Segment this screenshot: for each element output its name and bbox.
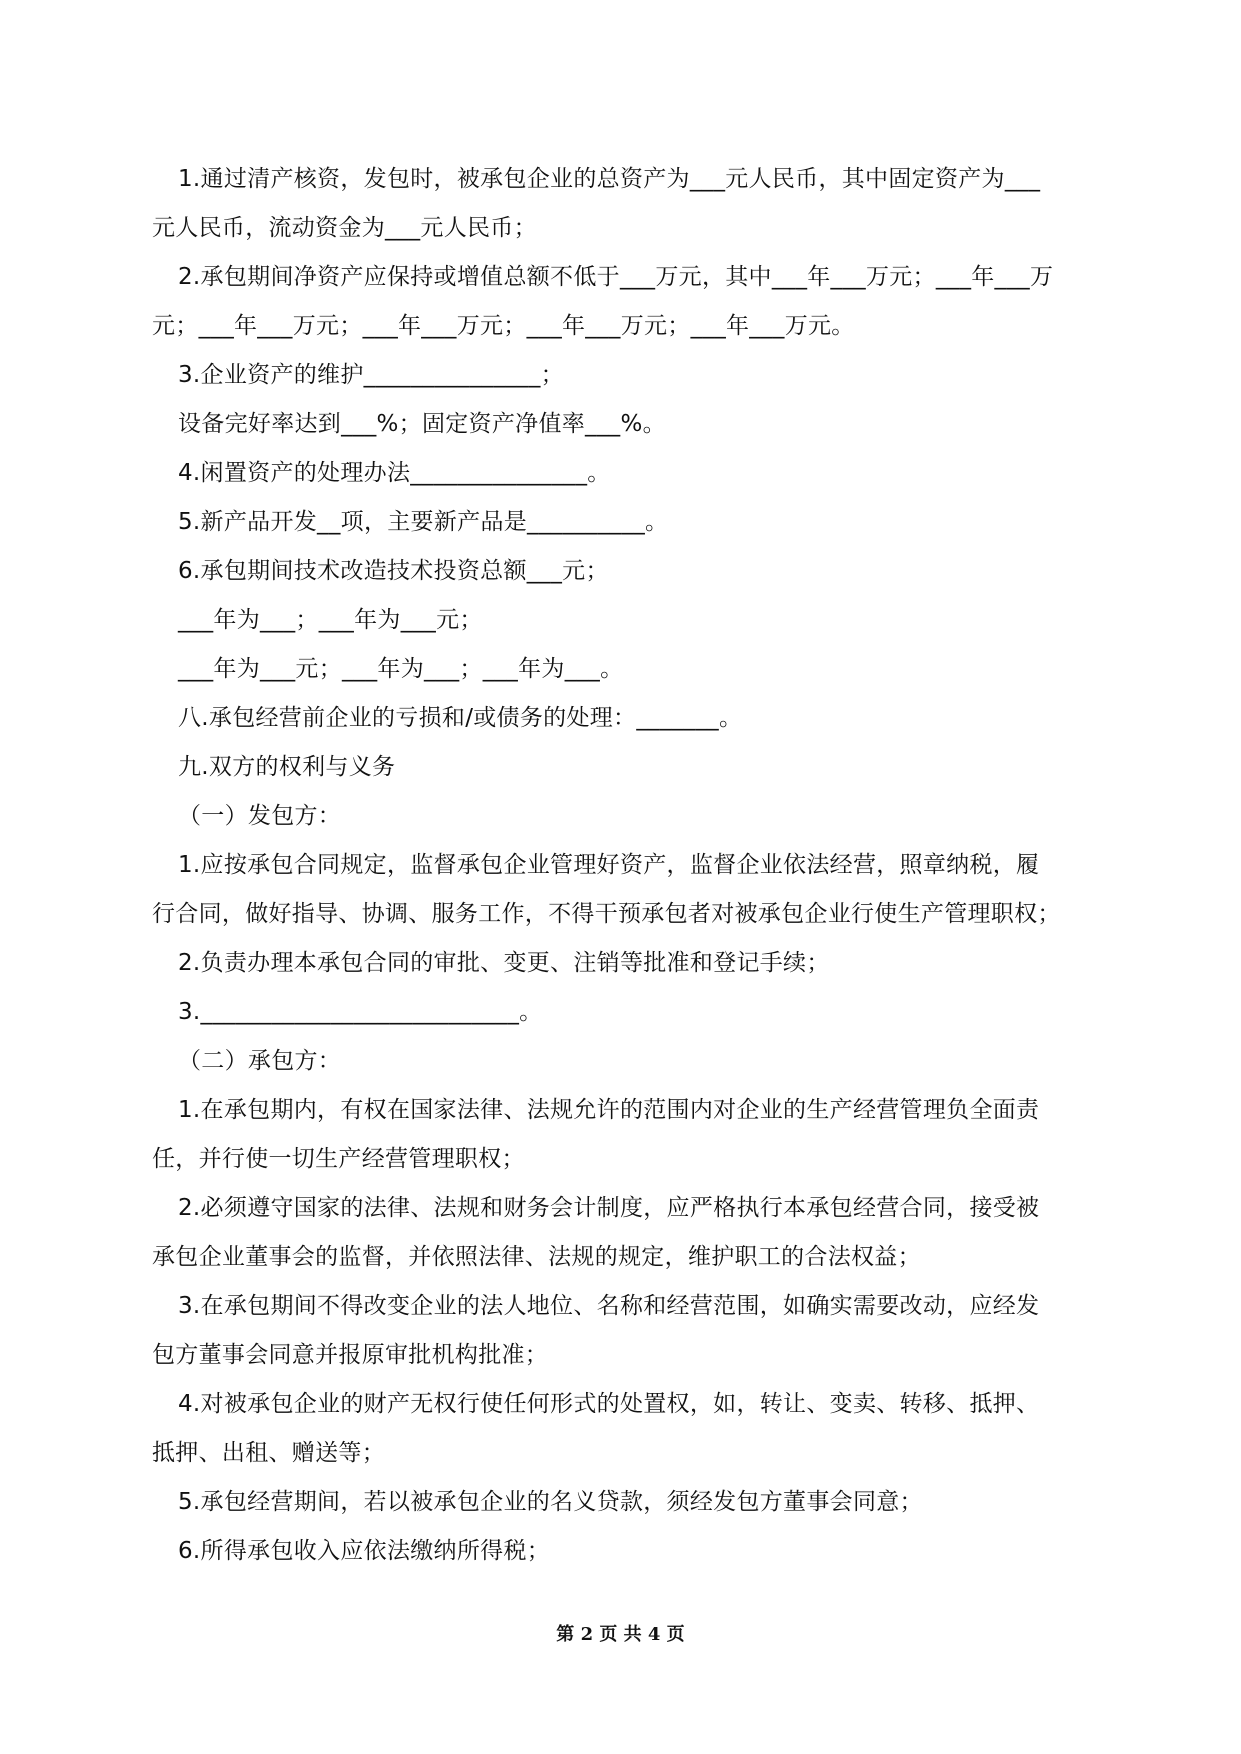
section-heading: 九.双方的权利与义务 <box>178 754 396 780</box>
paragraph-line: 包方董事会同意并报原审批机构批准； <box>152 1342 549 1368</box>
paragraph-line: ___年为___元；___年为___；___年为___。 <box>178 656 624 682</box>
paragraph-line: 5.新产品开发__项，主要新产品是__________。 <box>178 509 669 535</box>
page-number-footer: 第 2 页 共 4 页 <box>556 1624 685 1645</box>
paragraph-line: 任，并行使一切生产经营管理职权； <box>152 1146 525 1172</box>
paragraph-line: 2.负责办理本承包合同的审批、变更、注销等批准和登记手续； <box>178 950 830 976</box>
paragraph-line: 元；___年___万元；___年___万元；___年___万元；___年___万元。 <box>152 313 855 339</box>
document-body <box>152 155 1092 1576</box>
paragraph-line: 1.通过清产核资，发包时，被承包企业的总资产为___元人民币，其中固定资产为___ <box>178 166 1041 192</box>
paragraph-line: 1.应按承包合同规定，监督承包企业管理好资产，监督企业依法经营，照章纳税，履 <box>178 852 1040 878</box>
paragraph-line: 5.承包经营期间，若以被承包企业的名义贷款，须经发包方董事会同意； <box>178 1489 923 1515</box>
paragraph-line: 设备完好率达到___%；固定资产净值率___%。 <box>178 411 666 437</box>
paragraph-line: 承包企业董事会的监督，并依照法律、法规的规定，维护职工的合法权益； <box>152 1244 921 1270</box>
paragraph-line: 3.___________________________。 <box>178 999 543 1025</box>
paragraph-line: 1.在承包期内，有权在国家法律、法规允许的范围内对企业的生产经营管理负全面责 <box>178 1097 1040 1123</box>
paragraph-line: ___年为___；___年为___元； <box>178 607 483 633</box>
section-heading: 八.承包经营前企业的亏损和/或债务的处理：_______。 <box>178 705 743 731</box>
paragraph-line: 行合同，做好指导、协调、服务工作，不得干预承包者对被承包企业行使生产管理职权； <box>152 901 1061 927</box>
subsection-heading: （一）发包方： <box>178 803 342 829</box>
paragraph-line: 6.所得承包收入应依法缴纳所得税； <box>178 1538 551 1564</box>
paragraph-line: 2.必须遵守国家的法律、法规和财务会计制度，应严格执行本承包经营合同，接受被 <box>178 1195 1040 1221</box>
paragraph-line: 抵押、出租、赠送等； <box>152 1440 385 1466</box>
paragraph-line: 6.承包期间技术改造技术投资总额___元； <box>178 558 609 584</box>
paragraph-line: 2.承包期间净资产应保持或增值总额不低于___万元，其中___年___万元；___年___万 <box>178 264 1054 290</box>
paragraph-line: 4.闲置资产的处理办法_______________。 <box>178 460 611 486</box>
paragraph-line: 3.企业资产的维护_______________； <box>178 362 564 388</box>
subsection-heading: （二）承包方： <box>178 1048 342 1074</box>
paragraph-line: 元人民币，流动资金为___元人民币； <box>152 215 537 241</box>
paragraph-line: 4.对被承包企业的财产无权行使任何形式的处置权，如，转让、变卖、转移、抵押、 <box>178 1391 1040 1417</box>
paragraph-line: 3.在承包期间不得改变企业的法人地位、名称和经营范围，如确实需要改动，应经发 <box>178 1293 1040 1319</box>
